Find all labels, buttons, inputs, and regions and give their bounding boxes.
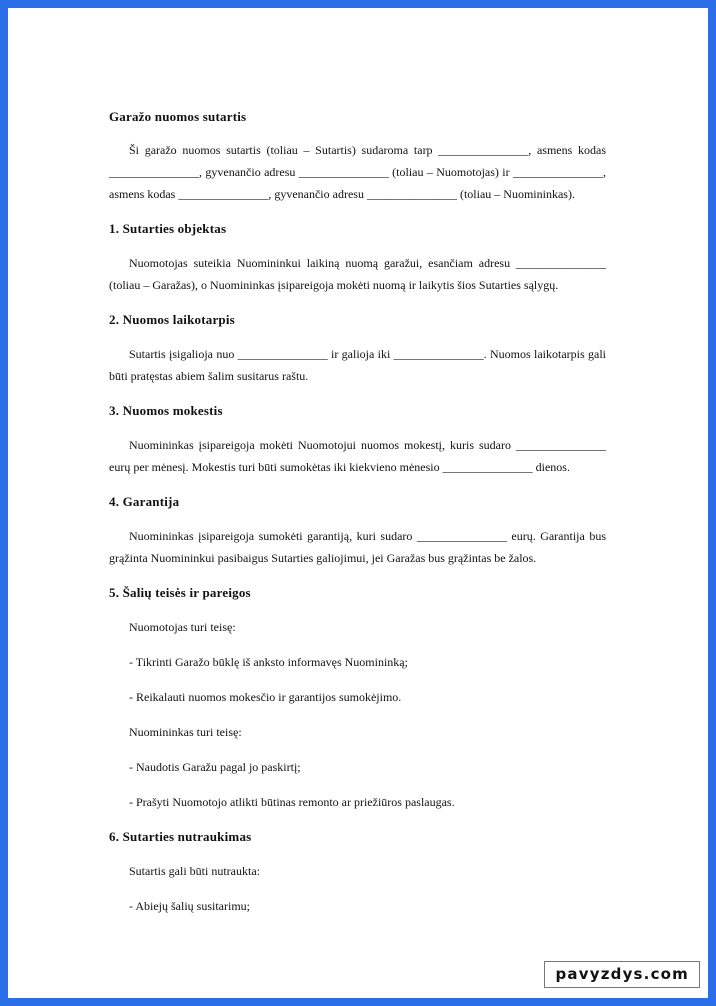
- section-5-heading: 5. Šalių teisės ir pareigos: [109, 585, 251, 600]
- list-item: Sutartis gali būti nutraukta:: [129, 864, 260, 878]
- section-4-text: Nuomininkas įsipareigoja sumokėti garantiją, kuri sudaro _______________ eurų. Garantija bus grąžinta Nuomininkui pasibaigus Sutarties galiojimui, jei Garažas bus grąžintas be žalos.: [109, 529, 606, 565]
- watermark-logo: pavyzdys.com: [544, 961, 700, 988]
- list-item: - Tikrinti Garažo būklę iš anksto informavęs Nuomininką;: [129, 655, 408, 669]
- list-item: - Naudotis Garažu pagal jo paskirtį;: [129, 760, 301, 774]
- list-item: - Abiejų šalių susitarimu;: [129, 899, 250, 913]
- section-2-text: Sutartis įsigalioja nuo _______________ ir galioja iki _______________. Nuomos laikotarpis gali būti pratęstas abiem šalim susitarus raštu.: [109, 347, 606, 383]
- list-item: - Prašyti Nuomotojo atlikti būtinas remonto ar priežiūros paslaugas.: [129, 795, 455, 809]
- document-page: [8, 8, 708, 998]
- section-6-heading: 6. Sutarties nutraukimas: [109, 829, 252, 844]
- section-3-heading: 3. Nuomos mokestis: [109, 403, 223, 418]
- section-1-heading: 1. Sutarties objektas: [109, 221, 227, 236]
- section-4-heading: 4. Garantija: [109, 494, 180, 509]
- section-5-list: [109, 616, 606, 813]
- document-title: Garažo nuomos sutartis: [109, 109, 247, 124]
- list-item: Nuomininkas turi teisę:: [129, 725, 242, 739]
- list-item: - Reikalauti nuomos mokesčio ir garantijos sumokėjimo.: [129, 690, 402, 704]
- intro-paragraph: Ši garažo nuomos sutartis (toliau – Sutartis) sudaroma tarp _______________, asmens kodas _______________, gyvenančio adresu _______________ (toliau – Nuomotojas) ir _______________, asmens kodas _______________, gyvenančio adresu _______________ (toliau – Nuomininkas).: [109, 143, 606, 201]
- section-6-list: [109, 860, 606, 917]
- section-1-text: Nuomotojas suteikia Nuomininkui laikiną nuomą garažui, esančiam adresu _______________ (toliau – Garažas), o Nuomininkas įsipareigoja mokėti nuomą ir laikytis šios Sutarties sąlygų.: [109, 256, 606, 292]
- document-body: [109, 106, 606, 917]
- section-3-text: Nuomininkas įsipareigoja mokėti Nuomotojui nuomos mokestį, kuris sudaro _______________ eurų per mėnesį. Mokestis turi būti sumokėtas iki kiekvieno mėnesio _______________ dienos.: [109, 438, 606, 474]
- section-2-heading: 2. Nuomos laikotarpis: [109, 312, 235, 327]
- list-item: Nuomotojas turi teisę:: [129, 620, 236, 634]
